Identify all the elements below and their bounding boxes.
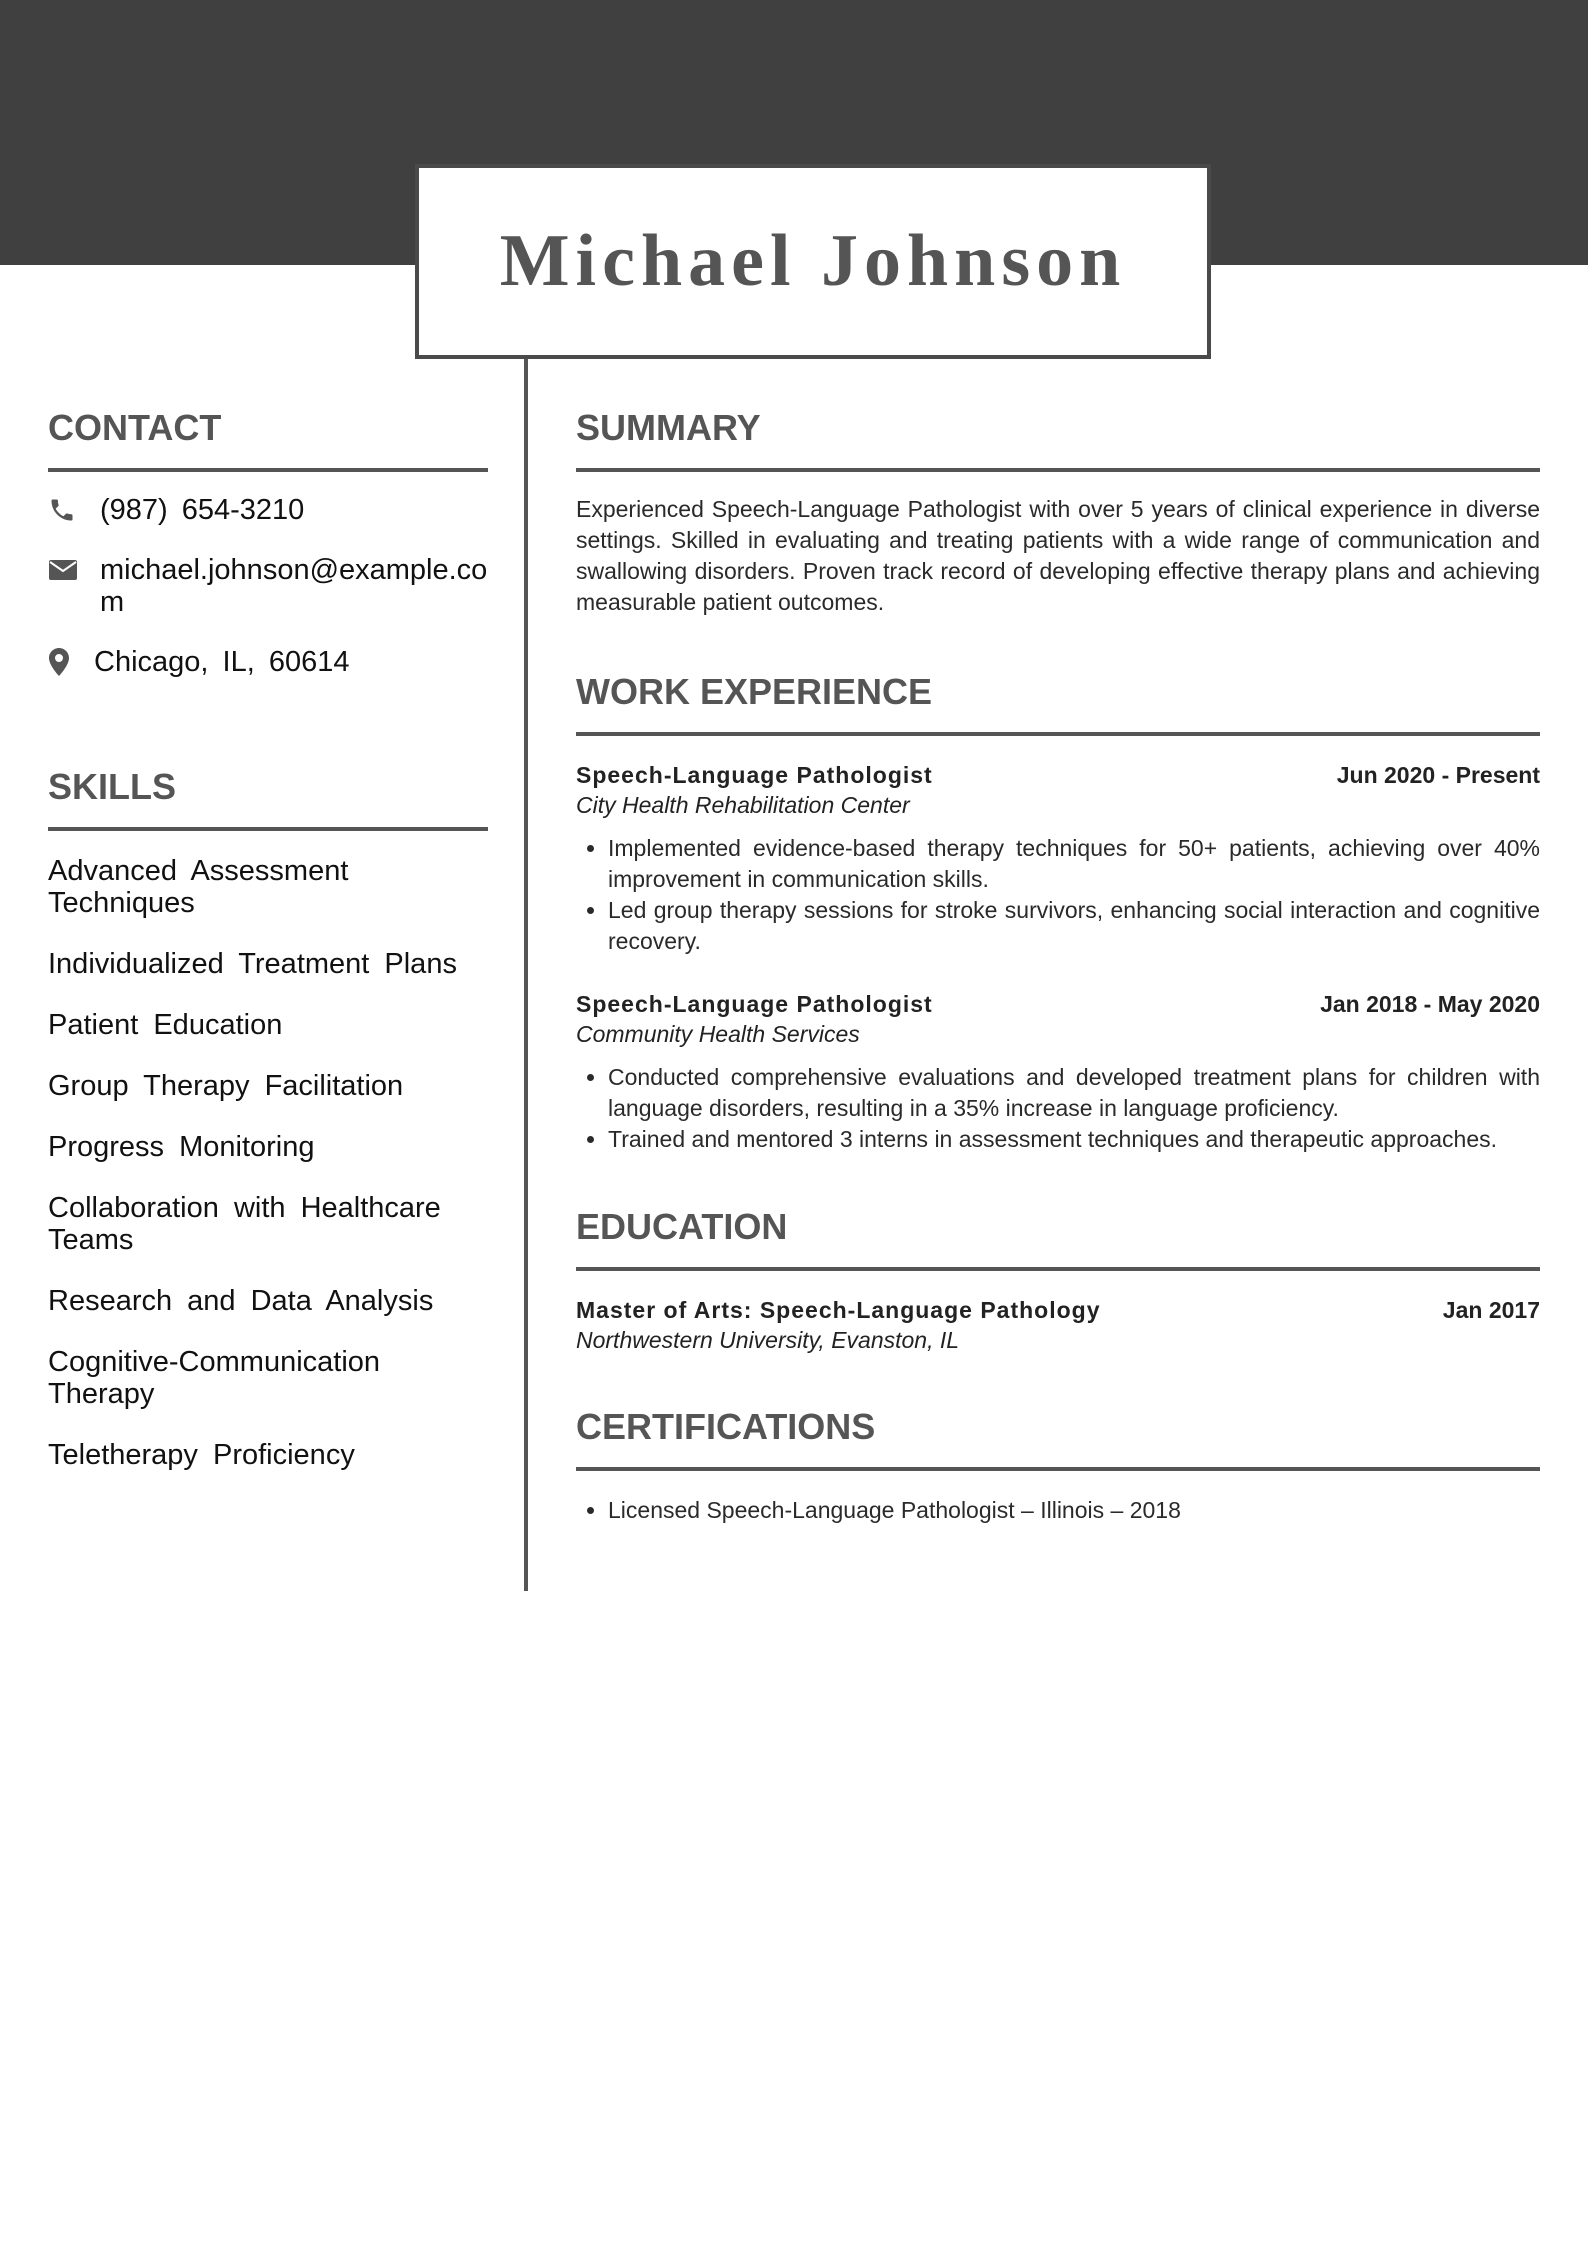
job-title: Speech-Language Pathologist	[576, 762, 933, 788]
skills-list	[48, 855, 488, 1471]
degree-date: Jan 2017	[1442, 1297, 1540, 1323]
contact-heading: CONTACT	[48, 410, 488, 472]
school: Northwestern University, Evanston, IL	[576, 1327, 960, 1353]
job-entry	[576, 989, 1540, 1155]
left-column	[48, 407, 488, 1500]
job-title: Speech-Language Pathologist	[576, 991, 933, 1017]
certifications-heading: CERTIFICATIONS	[576, 1409, 1540, 1471]
right-column	[576, 407, 1540, 1526]
education-heading: EDUCATION	[576, 1209, 1540, 1271]
map-pin-icon	[48, 646, 94, 678]
phone-icon	[48, 494, 100, 526]
summary-heading: SUMMARY	[576, 410, 1540, 472]
job-entry	[576, 760, 1540, 957]
skills-heading: SKILLS	[48, 769, 488, 831]
skill-item: Teletherapy Proficiency	[48, 1439, 355, 1471]
contact-email	[48, 554, 488, 618]
job-bullets	[576, 833, 1540, 957]
experience-heading: WORK EXPERIENCE	[576, 674, 1540, 736]
job-organization: Community Health Services	[576, 1021, 860, 1047]
column-divider	[524, 359, 528, 1591]
job-dates: Jun 2020 - Present	[1336, 762, 1540, 788]
job-bullet: • Led group therapy sessions for stroke survivors, enhancing social interaction and cognitive recovery.	[608, 895, 1540, 957]
contact-location	[48, 646, 488, 678]
skill-item: Collaboration with Healthcare Teams	[48, 1192, 441, 1256]
job-dates: Jan 2018 - May 2020	[1320, 991, 1540, 1017]
job-bullets	[576, 1062, 1540, 1155]
skill-item: Individualized Treatment Plans	[48, 948, 457, 980]
education-entry	[576, 1295, 1540, 1355]
skill-item: Research and Data Analysis	[48, 1285, 434, 1317]
skill-item: Progress Monitoring	[48, 1131, 315, 1163]
jobs-list	[576, 760, 1540, 1155]
job-organization: City Health Rehabilitation Center	[576, 792, 910, 818]
skill-item: Patient Education	[48, 1009, 283, 1041]
phone-number: (987) 654-3210	[100, 494, 305, 526]
name-box	[415, 164, 1211, 359]
summary-text: Experienced Speech-Language Pathologist with over 5 years of clinical experience in diverse settings. Skilled in evaluating and treating patients with a wide range of communication and swallowing disorders. Proven track record of developing effective therapy plans and achieving measurable patient outcomes.	[576, 496, 1540, 615]
skill-item: Advanced Assessment Techniques	[48, 855, 349, 919]
job-bullet: • Implemented evidence-based therapy techniques for 50+ patients, achieving over 40% improvement in communication skills.	[608, 833, 1540, 895]
job-bullet: • Trained and mentored 3 interns in assessment techniques and therapeutic approaches.	[608, 1124, 1540, 1155]
email-address[interactable]: michael.johnson@example.com	[100, 554, 488, 618]
certification-item: • Licensed Speech-Language Pathologist – Illinois – 2018	[608, 1495, 1540, 1526]
candidate-name: Michael Johnson	[499, 220, 1127, 302]
job-bullet: • Conducted comprehensive evaluations and developed treatment plans for children with language disorders, resulting in a 35% increase in language proficiency.	[608, 1062, 1540, 1124]
contact-phone	[48, 494, 488, 526]
envelope-icon	[48, 554, 100, 586]
certifications-list	[576, 1495, 1540, 1526]
location-text: Chicago, IL, 60614	[94, 646, 350, 678]
degree: Master of Arts: Speech-Language Pathology	[576, 1297, 1101, 1323]
skill-item: Group Therapy Facilitation	[48, 1070, 404, 1102]
skill-item: Cognitive-Communication Therapy	[48, 1346, 381, 1410]
